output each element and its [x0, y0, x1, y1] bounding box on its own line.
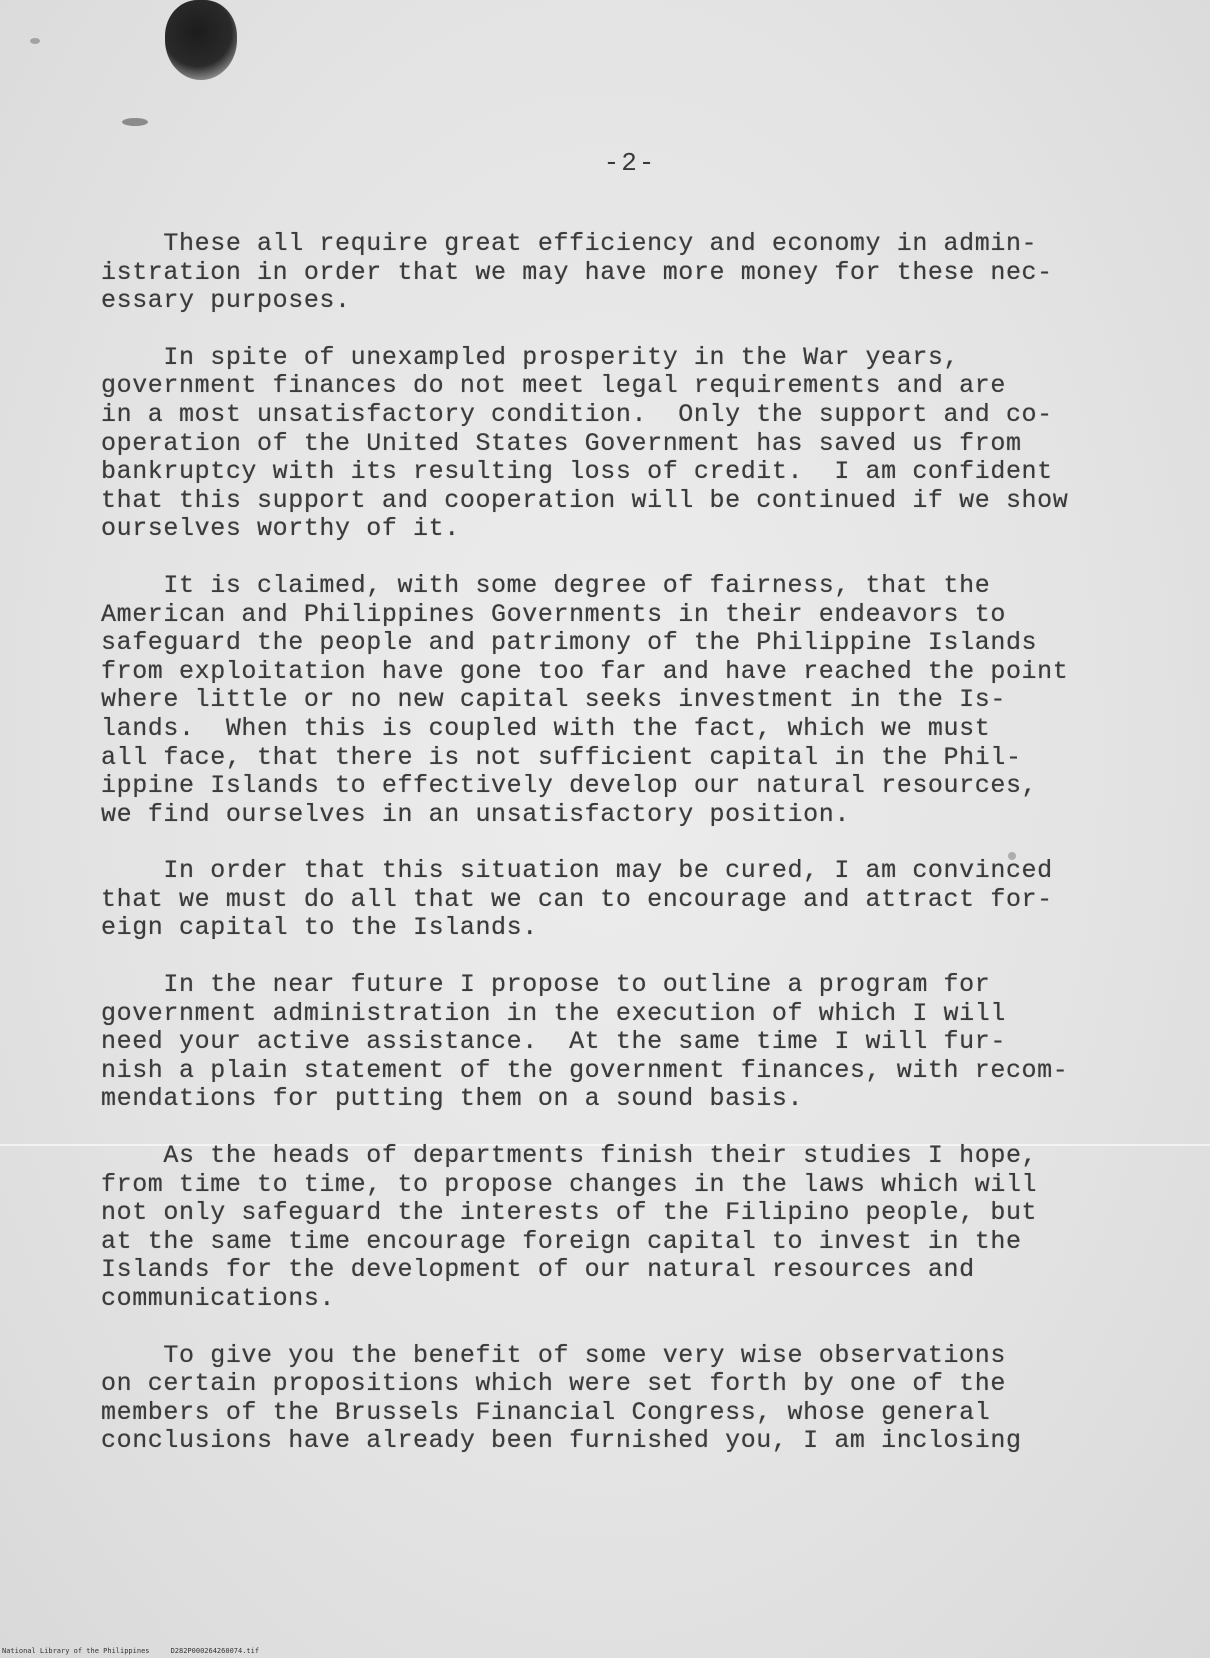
paragraph [101, 230, 1181, 316]
paragraph [101, 857, 1181, 943]
text-line: that we must do all that we can to encourage and attract for- [101, 884, 1053, 914]
text-line: American and Philippines Governments in their endeavors to [101, 599, 1006, 629]
text-line: istration in order that we may have more money for these nec- [101, 257, 1053, 287]
text-line: conclusions have already been furnished you, I am inclosing [101, 1426, 1022, 1456]
text-line: we find ourselves in an unsatisfactory position. [101, 799, 850, 829]
ink-speck [30, 38, 40, 44]
paragraph [101, 572, 1181, 829]
text-line: In spite of unexampled prosperity in the War years, [101, 342, 960, 372]
text-line: from exploitation have gone too far and have reached the point [101, 656, 1069, 686]
ink-speck [122, 118, 148, 126]
paragraph [101, 971, 1181, 1114]
text-line: In the near future I propose to outline a program for [101, 970, 991, 1000]
text-line: need your active assistance. At the same time I will fur- [101, 1027, 1006, 1057]
text-line: at the same time encourage foreign capital to invest in the [101, 1226, 1022, 1256]
text-line: mendations for putting them on a sound basis. [101, 1084, 804, 1114]
text-line: communications. [101, 1284, 336, 1313]
text-line: It is claimed, with some degree of fairness, that the [101, 570, 991, 600]
text-line: all face, that there is not sufficient capital in the Phil- [101, 742, 1022, 772]
text-line: in a most unsatisfactory condition. Only the support and co- [101, 399, 1053, 429]
page-number-text: -2- [603, 148, 657, 178]
text-line: bankruptcy with its resulting loss of credit. I am confident [101, 457, 1053, 487]
text-line: not only safeguard the interests of the Filipino people, but [101, 1198, 1038, 1228]
text-line: government finances do not meet legal requirements and are [101, 371, 1006, 401]
text-line: nish a plain statement of the government finances, with recom- [101, 1055, 1069, 1085]
text-line: that this support and cooperation will be continued if we show [101, 485, 1069, 515]
text-line: where little or no new capital seeks investment in the Is- [101, 685, 1006, 715]
text-line: members of the Brussels Financial Congress, whose general [101, 1397, 991, 1427]
archive-footer: National Library of the Philippines D282P000264260074.tif [2, 1647, 260, 1655]
text-line: In order that this situation may be cured, I am convinced [101, 856, 1053, 886]
text-line: eign capital to the Islands. [101, 913, 538, 943]
text-line: essary purposes. [101, 286, 351, 316]
text-line: operation of the United States Government has saved us from [101, 428, 1022, 458]
text-line: government administration in the execution of which I will [101, 998, 1006, 1028]
text-line: ourselves worthy of it. [101, 514, 460, 544]
page-number [0, 148, 1210, 178]
text-line: These all require great efficiency and economy in admin- [101, 229, 1038, 258]
paragraph [101, 1142, 1181, 1314]
text-line: lands. When this is coupled with the fact, which we must [101, 713, 991, 743]
text-line: from time to time, to propose changes in the laws which will [101, 1169, 1038, 1199]
paragraph [101, 1342, 1181, 1456]
text-line: safeguard the people and patrimony of the Philippine Islands [101, 628, 1038, 658]
text-line: ippine Islands to effectively develop our natural resources, [101, 771, 1038, 801]
paragraph [101, 344, 1181, 544]
text-line: To give you the benefit of some very wise observations [101, 1340, 1006, 1370]
text-line: on certain propositions which were set forth by one of the [101, 1369, 1006, 1399]
ink-blot [165, 0, 237, 80]
text-line: Islands for the development of our natural resources and [101, 1255, 975, 1285]
letter-body [101, 230, 1181, 1484]
text-line: As the heads of departments finish their studies I hope, [101, 1141, 1038, 1171]
